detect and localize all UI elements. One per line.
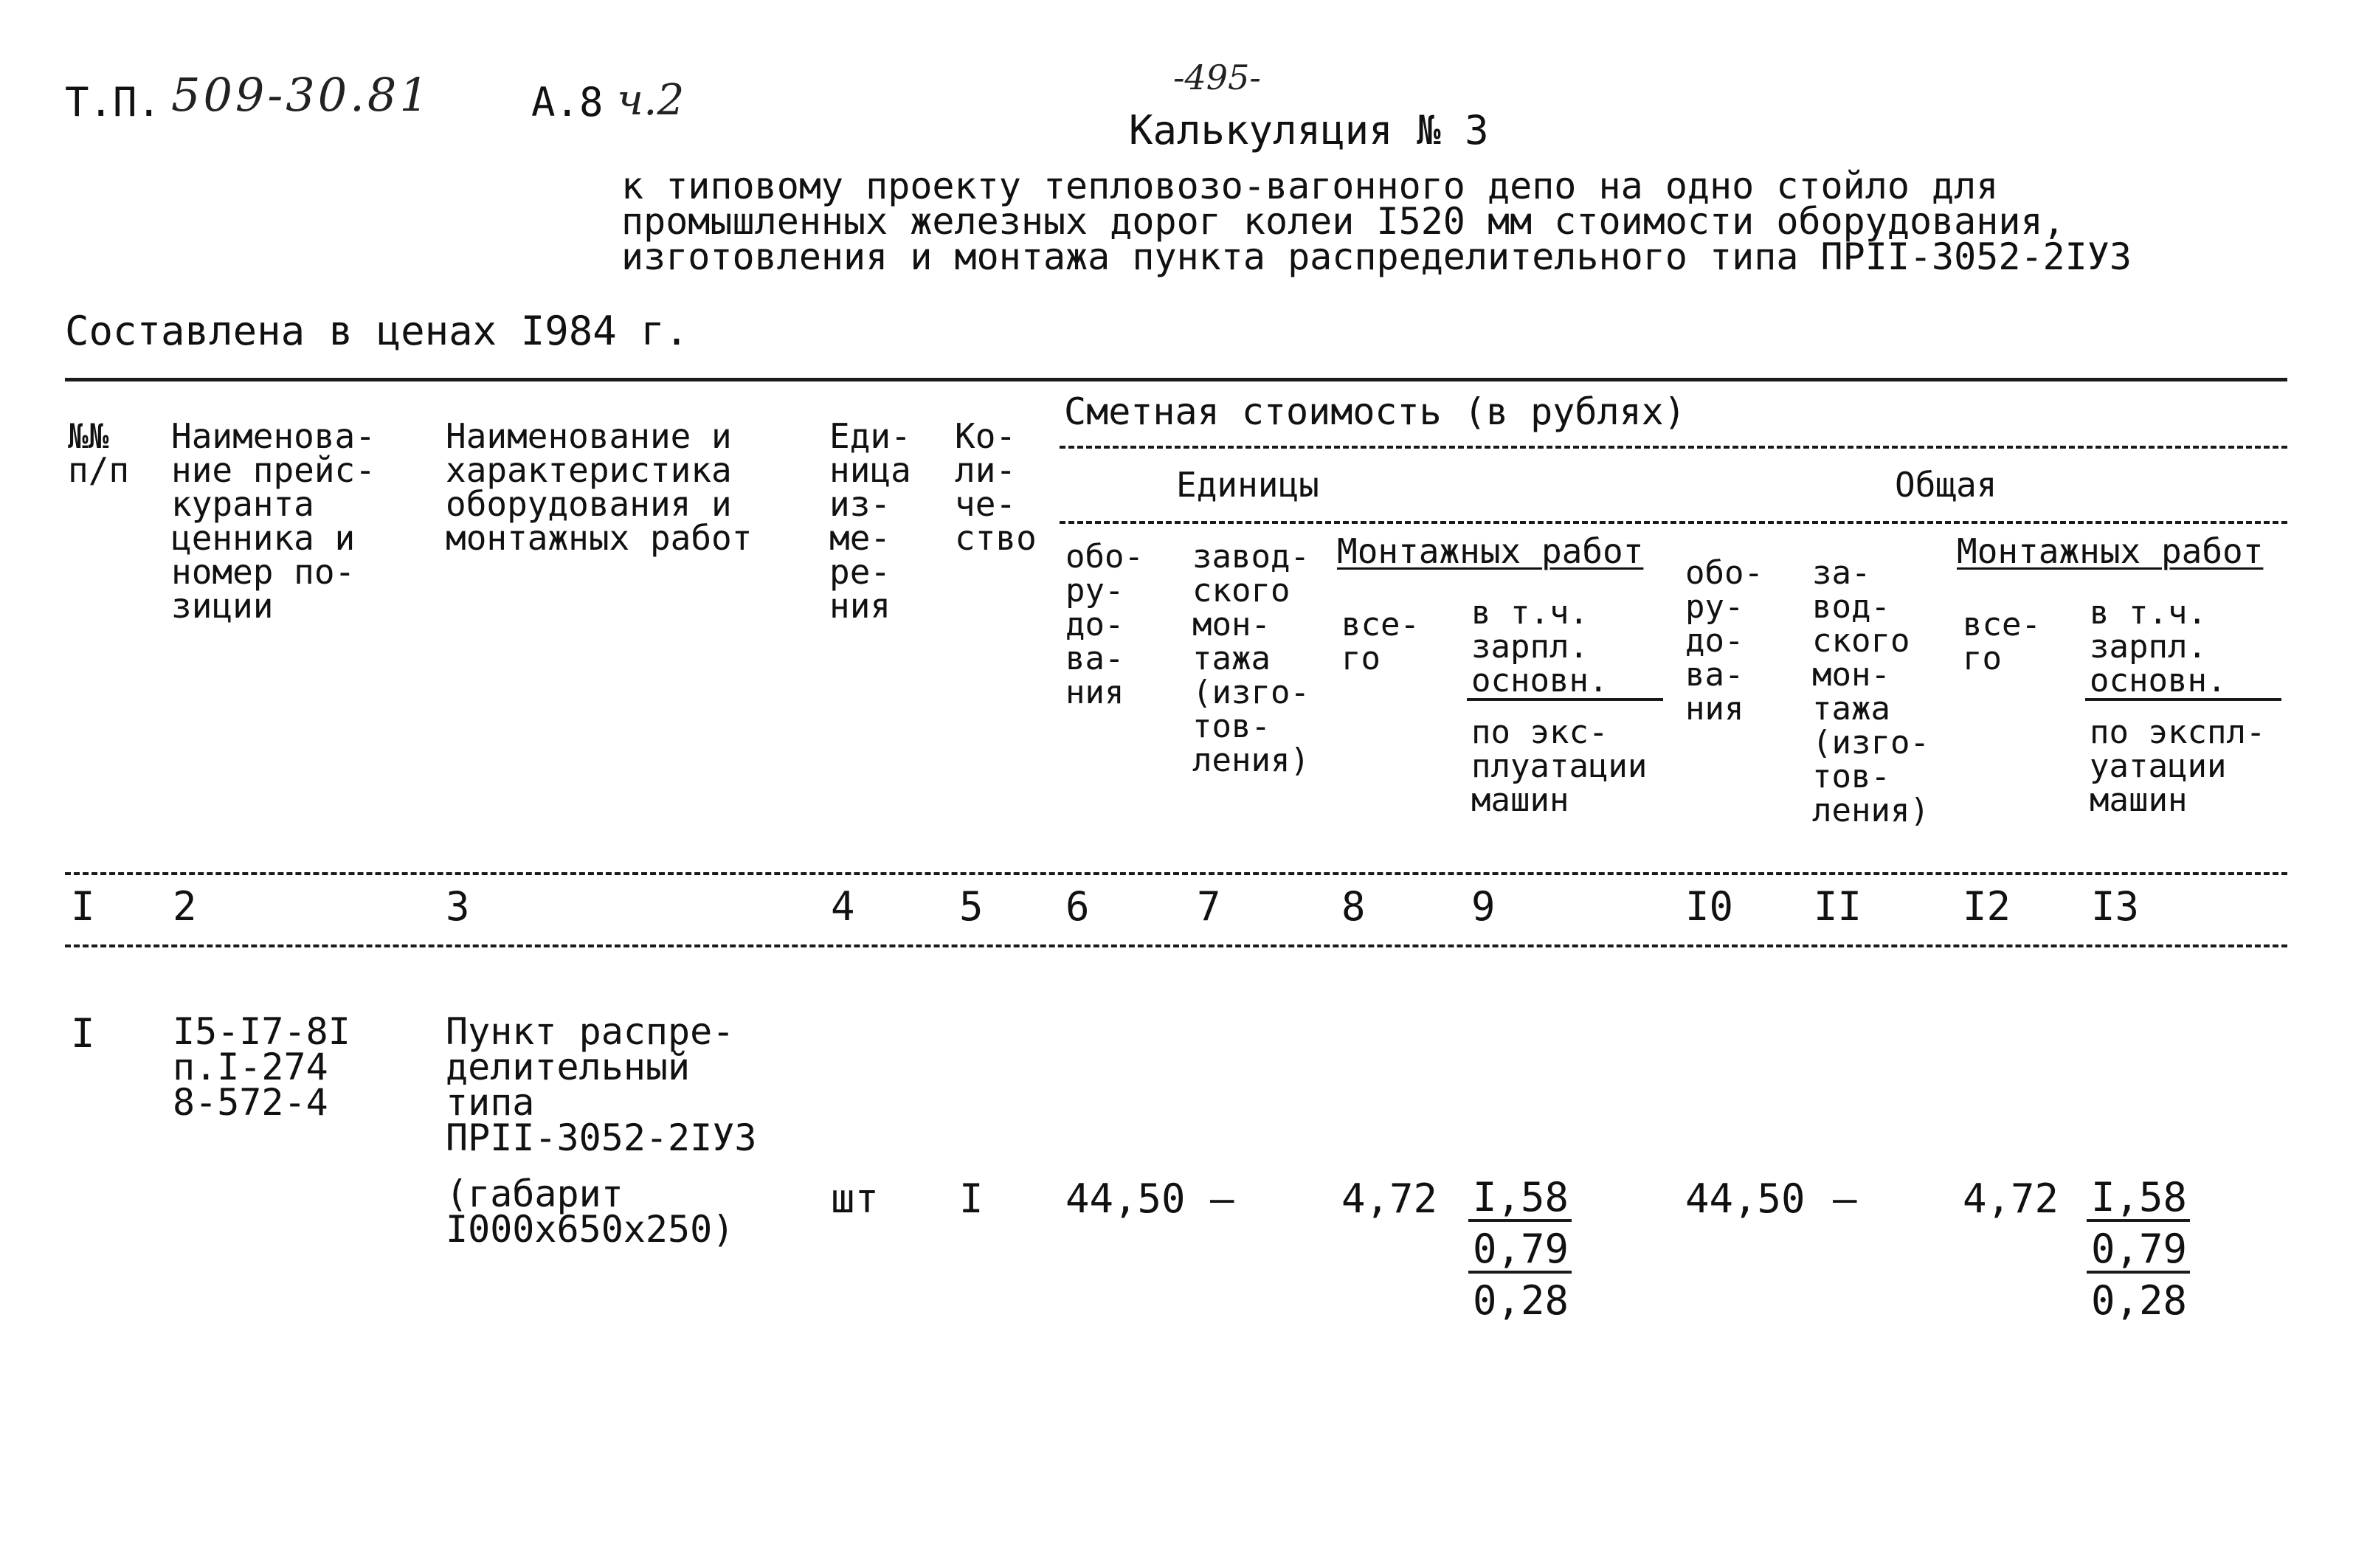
header-total-install-machines: по экспл- уатации машин (2090, 714, 2266, 819)
header-bottom-rule (65, 872, 2287, 875)
col-number: 3 (446, 883, 470, 930)
header-unit-install: Монтажных работ (1337, 531, 1644, 571)
subtitle-line-2: промышленных железных дорог колеи I520 мм стоимости оборудования, (621, 200, 2065, 243)
header-total-equipment: обо- ру- до- ва- ния (1685, 554, 1763, 728)
header-qty: Ко- ли- че- ство (955, 416, 1037, 558)
series-label: Т.П. (65, 79, 162, 125)
header-total-group: Общая (1895, 465, 1997, 505)
col-number: II (1814, 883, 1862, 930)
row-price-ref: I5-I7-8I п.I-274 8-572-4 (173, 1010, 350, 1124)
header-name: Наименование и характеристика оборудования и монтажных работ (446, 416, 753, 558)
header-total-install-all: все- го (1963, 606, 2041, 677)
row-total-wage-top: I,58 (2091, 1174, 2188, 1220)
row-number: I (71, 1010, 95, 1057)
total-wage-underline (2085, 698, 2281, 701)
header-unit-install-all: все- го (1341, 606, 1420, 677)
cost-group-rule (1060, 446, 2287, 449)
row-unit-wage-bottom: 0,28 (1473, 1277, 1569, 1324)
col-number: 6 (1065, 883, 1090, 930)
row-unit-factory: – (1210, 1175, 1234, 1222)
row-total-factory: – (1833, 1175, 1857, 1222)
col-number: 5 (959, 883, 984, 930)
subgroup-rule (1060, 521, 2287, 524)
row-dimensions: (габарит I000х650х250) (446, 1172, 735, 1251)
row-qty: I (959, 1175, 984, 1222)
header-unit-install-wage: в т.ч. зарпл. основн. (1471, 594, 1609, 700)
row-total-wage-bottom: 0,28 (2091, 1277, 2188, 1324)
row-unit: шт (831, 1175, 880, 1222)
col-number: 7 (1197, 883, 1221, 930)
row-total-install-total: 4,72 (1963, 1175, 2059, 1222)
col-number: I2 (1963, 883, 2011, 930)
prices-note: Составлена в ценах I984 г. (65, 308, 689, 354)
total-fraction-bar-2 (2087, 1271, 2190, 1274)
col-number: 8 (1341, 883, 1366, 930)
table-top-rule (65, 378, 2287, 381)
header-total-install: Монтажных работ (1957, 531, 2264, 571)
col-number: I3 (2091, 883, 2140, 930)
col-number: 4 (831, 883, 855, 930)
total-fraction-bar-1 (2087, 1219, 2190, 1222)
album-label: А.8 (531, 79, 604, 125)
header-total-install-wage: в т.ч. зарпл. основн. (2090, 594, 2227, 700)
project-code: 509-30.81 (171, 68, 432, 122)
header-unit-factory: завод- ского мон- тажа (изго- тов- ления) (1192, 538, 1310, 779)
row-unit-wage-mid: 0,79 (1473, 1226, 1569, 1272)
row-unit-wage-top: I,58 (1473, 1174, 1569, 1220)
header-num: №№ п/п (68, 416, 130, 490)
subtitle-line-3: изготовления и монтажа пункта распределительного типа ПРII-3052-2IУЗ (621, 235, 2132, 278)
header-total-factory: за- вод- ского мон- тажа (изго- тов- ления) (1812, 554, 1929, 829)
part-label: ч.2 (617, 75, 685, 125)
unit-wage-underline (1467, 698, 1663, 701)
unit-fraction-bar-1 (1468, 1219, 1572, 1222)
header-unit: Еди- ница из- ме- ре- ния (829, 416, 911, 626)
row-total-wage-mid: 0,79 (2091, 1226, 2188, 1272)
row-name: Пункт распре- делительный типа ПРII-3052-2IУЗ (446, 1010, 757, 1159)
unit-fraction-bar-2 (1468, 1271, 1572, 1274)
header-unit-group: Единицы (1176, 465, 1319, 505)
document-title: Калькуляция № 3 (1129, 107, 1489, 153)
page-number: -495- (1173, 58, 1261, 97)
header-unit-install-machines: по экс- плуатации машин (1471, 714, 1648, 819)
header-unit-equipment: обо- ру- до- ва- ния (1065, 538, 1144, 711)
header-price-ref: Наименова- ние прейс- куранта ценника и номер по- зиции (171, 416, 376, 626)
row-unit-equipment: 44,50 (1065, 1175, 1186, 1222)
header-cost-group: Сметная стоимость (в рублях) (1064, 390, 1686, 433)
col-number: 9 (1471, 883, 1496, 930)
row-total-equipment: 44,50 (1685, 1175, 1806, 1222)
row-unit-install-total: 4,72 (1341, 1175, 1438, 1222)
col-number: 2 (173, 883, 197, 930)
subtitle-line-1: к типовому проекту тепловозо-вагонного депо на одно стойло для (621, 165, 1999, 207)
column-numbers-rule (65, 944, 2287, 947)
col-number: I0 (1685, 883, 1734, 930)
col-number: I (71, 883, 95, 930)
